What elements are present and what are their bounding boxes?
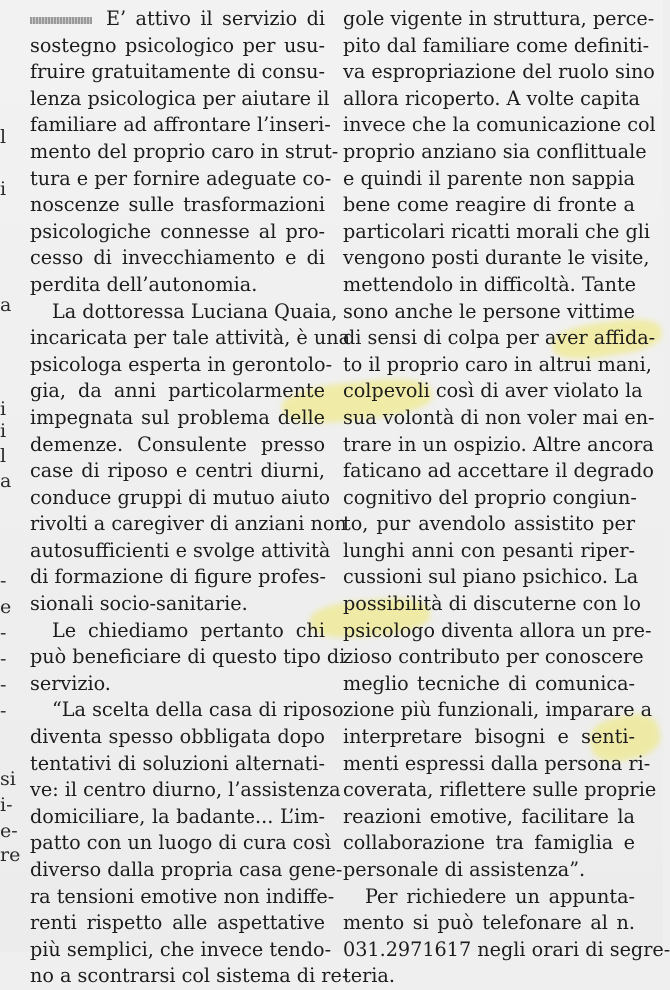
text-line: [343, 857, 635, 884]
text-line: [343, 325, 656, 352]
text-line-content: allora ricoperto. A volte capita: [343, 86, 640, 110]
text-line: [343, 697, 653, 724]
text-line-content: faticano ad accettare il degrado: [343, 459, 654, 483]
text-line: [343, 804, 635, 831]
text-line-content: Per richiedere un appunta-: [365, 884, 635, 908]
text-line-content: renti rispetto alle aspettative: [30, 911, 325, 935]
text-line: [343, 671, 635, 698]
text-line: [30, 299, 338, 326]
text-line: [30, 139, 339, 166]
text-line: [30, 112, 331, 139]
text-line: [343, 751, 651, 778]
text-line-content: gia, da anni particolarmente: [30, 379, 325, 403]
text-line-content: 031.2971617 negli orari di segre-: [343, 937, 670, 961]
text-line-content: di sensi di colpa per aver affida-: [343, 326, 656, 350]
text-line: [30, 564, 325, 591]
text-line: [30, 511, 347, 538]
text-line: [30, 751, 325, 778]
text-line: [343, 511, 635, 538]
cut-off-previous-column: [0, 0, 20, 952]
edge-letter-fragment: i: [0, 178, 7, 200]
text-line-content: tura e per fornire adeguate co-: [30, 166, 332, 190]
text-line-content: personale di assistenza”.: [343, 858, 586, 881]
text-line-content: impegnata sul problema delle: [30, 405, 325, 429]
text-line-content: menti espressi dalla persona ri-: [343, 751, 651, 775]
text-line: [30, 6, 325, 33]
text-line-content: mento si può telefonare al n.: [343, 911, 635, 935]
text-line: [30, 86, 330, 113]
lead-bar-ornament: [30, 17, 92, 24]
text-line: [343, 963, 635, 990]
text-line-content: possibilità di discuterne con lo: [343, 592, 641, 616]
edge-letter-fragment: -: [0, 700, 7, 722]
text-line: [343, 884, 635, 911]
text-line: [343, 405, 655, 432]
text-line: [343, 245, 650, 272]
text-line: [343, 59, 655, 86]
edge-letter-fragment: i: [0, 398, 7, 420]
text-line-content: ra tensioni emotive non indiffe-: [30, 884, 335, 908]
text-line-content: mento del proprio caro in strut-: [30, 139, 339, 163]
text-line: [30, 458, 325, 485]
text-line-content: zione più funzionali, imparare a: [343, 698, 653, 722]
text-line-content: può beneficiare di questo tipo di: [30, 645, 346, 669]
text-line: [30, 671, 325, 698]
text-line-content: familiare ad affrontare l’inseri-: [30, 113, 331, 137]
text-line-content: psicologo diventa allora un pre-: [343, 618, 652, 642]
text-line: [30, 857, 343, 884]
text-line-content: reazioni emotive, facilitare la: [343, 804, 635, 828]
text-line-content: fruire gratuitamente di consu-: [30, 60, 325, 84]
text-line-content: collaborazione tra famiglia e: [343, 831, 635, 855]
article-column-left: [30, 6, 351, 990]
text-line: [30, 352, 333, 379]
text-line-content: va espropriazione del ruolo sino: [343, 60, 655, 84]
edge-letter-fragment: i-: [0, 794, 13, 816]
text-line-content: sua volontà di non voler mai en-: [343, 405, 655, 429]
text-line: [343, 33, 650, 60]
edge-letter-fragment: re: [0, 844, 21, 866]
text-line-content: sostegno psicologico per usu-: [30, 33, 325, 57]
text-line-content: Le chiediamo pertanto chi: [52, 618, 325, 642]
text-line: [343, 192, 635, 219]
text-line-content: teria.: [343, 964, 395, 988]
text-line: [30, 644, 346, 671]
edge-letter-fragment: si: [0, 768, 16, 790]
text-line: [343, 6, 655, 33]
text-line-content: colpevoli così di aver violato la: [343, 379, 643, 403]
text-line-content: proprio anziano sia conflittuale: [343, 139, 647, 163]
text-line-content: incaricata per tale attività, è una: [30, 326, 351, 350]
text-line: [343, 166, 635, 193]
text-line-content: di formazione di figure profes-: [30, 565, 326, 589]
text-line: [30, 219, 325, 246]
text-line-content: trare in un ospizio. Altre ancora: [343, 432, 654, 456]
text-line: [343, 378, 643, 405]
text-line-content: e quindi il parente non sappia: [343, 166, 635, 190]
text-line-content: mettendolo in difficoltà. Tante: [343, 272, 637, 296]
text-line: [30, 910, 325, 937]
text-line-content: conduce gruppi di mutuo aiuto: [30, 485, 331, 509]
text-line: [343, 272, 635, 299]
edge-letter-fragment: l: [0, 445, 7, 467]
edge-letter-fragment: -: [0, 648, 7, 670]
text-line-content: cognitivo del proprio congiun-: [343, 485, 637, 509]
text-line-content: ve: il centro diurno, l’assistenza: [30, 778, 341, 802]
article-paragraph: [343, 884, 670, 990]
text-line-content: zioso contributo per conoscere: [343, 645, 644, 669]
text-line: [30, 830, 331, 857]
text-line-content: domiciliare, la badante... L’im-: [30, 804, 325, 828]
text-line-content: particolari ricatti morali che gli: [343, 219, 651, 243]
text-line: [343, 564, 639, 591]
text-line: [30, 777, 341, 804]
text-line-content: La dottoressa Luciana Quaia,: [52, 299, 338, 323]
text-line: [343, 538, 635, 565]
edge-letter-fragment: -: [0, 674, 7, 696]
text-line-content: invece che la comunicazione col: [343, 113, 656, 137]
article-paragraph: [30, 6, 339, 299]
edge-letter-fragment: -: [0, 622, 7, 644]
text-line-content: coverata, riflettere sulle proprie: [343, 778, 657, 802]
text-line: [30, 804, 325, 831]
text-line: [30, 166, 332, 193]
text-line-content: cesso di invecchiamento e di: [30, 246, 325, 270]
edge-letter-fragment: a: [0, 294, 12, 316]
text-line-content: bene come reagire di fronte a: [343, 193, 635, 217]
text-line: [30, 432, 325, 459]
text-line: [30, 405, 325, 432]
text-line: [343, 777, 657, 804]
text-line-content: sionali socio-sanitarie.: [30, 592, 248, 616]
text-line-content: E’ attivo il servizio di: [106, 7, 325, 30]
text-line: [30, 618, 325, 645]
text-line: [343, 139, 647, 166]
article-paragraph: [30, 618, 346, 698]
text-line: [343, 112, 656, 139]
text-line-content: case di riposo e centri diurni,: [30, 459, 325, 483]
article-paragraph: [343, 6, 657, 884]
text-line-content: vengono posti durante le visite,: [343, 246, 650, 270]
edge-letter-fragment: i: [0, 420, 7, 442]
text-line-content: noscenze sulle trasformazioni: [30, 193, 325, 217]
text-line: [343, 432, 654, 459]
text-line-content: cussioni sul piano psichico. La: [343, 565, 639, 589]
text-line-content: pito dal familiare come definiti-: [343, 33, 650, 57]
text-line: [343, 299, 635, 326]
article-column-right: [343, 6, 670, 990]
text-line: [30, 538, 331, 565]
text-line: [30, 591, 325, 618]
text-line-content: lenza psicologica per aiutare il: [30, 86, 330, 110]
edge-letter-fragment: a: [0, 470, 12, 492]
text-line: [343, 618, 652, 645]
text-line-content: diventa spesso obbligata dopo: [30, 725, 325, 749]
edge-letter-fragment: e-: [0, 820, 18, 842]
text-line: [30, 59, 325, 86]
text-line: [30, 884, 335, 911]
text-line: [30, 937, 332, 964]
text-line-content: perdita dell’autonomia.: [30, 272, 258, 296]
text-line: [30, 272, 325, 299]
text-line-content: psicologiche connesse al pro-: [30, 219, 325, 243]
text-line: [343, 485, 635, 512]
text-line-content: più semplici, che invece tendo-: [30, 937, 332, 961]
text-line-content: lunghi anni con pesanti riper-: [343, 538, 635, 562]
text-line-content: demenze. Consulente presso: [30, 432, 325, 456]
text-line: [343, 458, 654, 485]
text-line: [343, 724, 635, 751]
text-line-content: “La scelta della casa di riposo: [52, 698, 344, 722]
text-line-content: autosufficienti e svolge attività: [30, 538, 331, 562]
text-line: [30, 963, 349, 990]
edge-letter-fragment: e: [0, 596, 12, 618]
text-line: [30, 378, 325, 405]
text-line-content: servizio.: [30, 671, 111, 695]
text-line-content: diverso dalla propria casa gene-: [30, 858, 343, 881]
edge-letter-fragment: -: [0, 570, 7, 592]
text-line-content: tentativi di soluzioni alternati-: [30, 751, 325, 775]
text-line: [343, 352, 652, 379]
text-line: [30, 325, 351, 352]
text-line: [30, 192, 325, 219]
text-line: [30, 724, 325, 751]
text-line: [343, 937, 670, 964]
text-line: [30, 697, 344, 724]
text-line: [343, 591, 641, 618]
text-line: [343, 86, 640, 113]
text-line: [30, 33, 325, 60]
text-line-content: psicologa esperta in gerontolo-: [30, 352, 333, 376]
text-line-content: patto con un luogo di cura così: [30, 831, 331, 855]
text-line-content: no a scontrarsi col sistema di re-: [30, 964, 349, 988]
edge-letter-fragment: l: [0, 126, 7, 148]
text-line-content: meglio tecniche di comunica-: [343, 671, 635, 695]
text-line: [343, 910, 635, 937]
text-line-content: to il proprio caro in altrui mani,: [343, 352, 652, 376]
text-line-content: interpretare bisogni e senti-: [343, 725, 635, 749]
text-line: [343, 644, 644, 671]
text-line-content: gole vigente in struttura, perce-: [343, 7, 655, 30]
text-line: [343, 830, 635, 857]
text-line-content: rivolti a caregiver di anziani non: [30, 512, 347, 536]
text-line: [30, 245, 325, 272]
text-line-content: sono anche le persone vittime: [343, 299, 635, 323]
text-line-content: to, pur avendolo assistito per: [343, 512, 635, 536]
text-line: [343, 219, 651, 246]
text-line: [30, 485, 331, 512]
article-paragraph: [30, 697, 349, 990]
article-paragraph: [30, 299, 351, 618]
